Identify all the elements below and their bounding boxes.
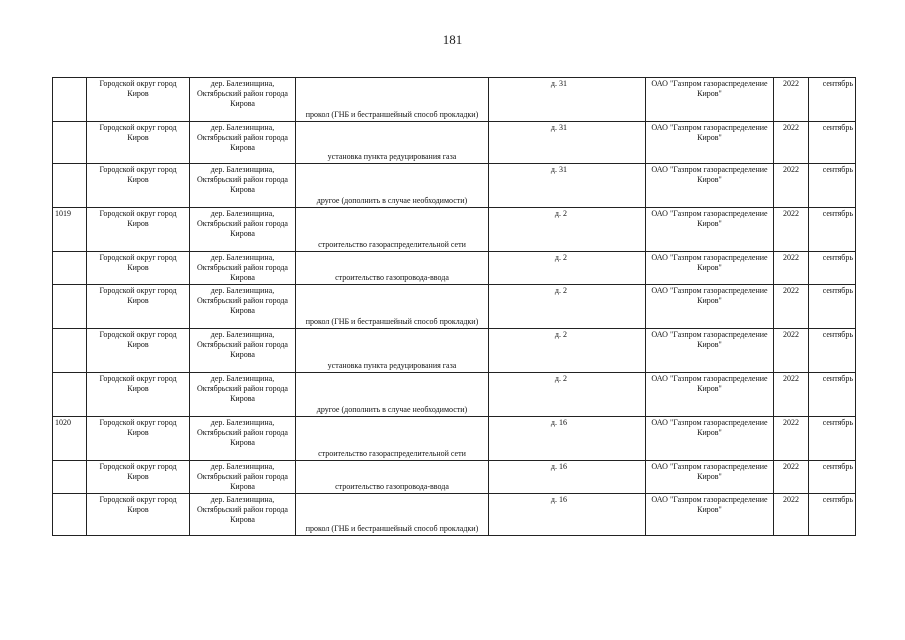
location-cell: дер. Балезинщина, Октябрьский район города Кирова: [190, 252, 296, 285]
work-type-cell: [296, 329, 489, 373]
work-type-cell: [296, 122, 489, 164]
district-cell: Городской округ город Киров: [87, 373, 190, 417]
district-cell: Городской округ город Киров: [87, 122, 190, 164]
month-cell: сентябрь: [809, 78, 856, 122]
year-cell: 2022: [774, 461, 809, 494]
house-cell: д. 2: [489, 285, 646, 329]
table-row: [53, 208, 856, 252]
page-number: 181: [442, 32, 463, 47]
row-number: [53, 329, 87, 373]
organization-cell: ОАО "Газпром газораспределение Киров": [646, 122, 774, 164]
location-cell: дер. Балезинщина, Октябрьский район города Кирова: [190, 164, 296, 208]
organization-cell: ОАО "Газпром газораспределение Киров": [646, 78, 774, 122]
row-number: 1020: [53, 417, 87, 461]
location-cell: дер. Балезинщина, Октябрьский район города Кирова: [190, 122, 296, 164]
house-cell: д. 16: [489, 417, 646, 461]
table-row: [53, 461, 856, 494]
work-type-cell: [296, 494, 489, 536]
row-number: [53, 285, 87, 329]
district-cell: Городской округ город Киров: [87, 252, 190, 285]
table-row: [53, 164, 856, 208]
district-cell: Городской округ город Киров: [87, 208, 190, 252]
location-cell: дер. Балезинщина, Октябрьский район города Кирова: [190, 329, 296, 373]
work-type-cell: [296, 461, 489, 494]
month-cell: сентябрь: [809, 417, 856, 461]
row-number: [53, 252, 87, 285]
organization-cell: ОАО "Газпром газораспределение Киров": [646, 252, 774, 285]
table-row: [53, 285, 856, 329]
year-cell: 2022: [774, 208, 809, 252]
table-row: [53, 329, 856, 373]
year-cell: 2022: [774, 252, 809, 285]
work-type-cell: [296, 417, 489, 461]
month-cell: сентябрь: [809, 208, 856, 252]
organization-cell: ОАО "Газпром газораспределение Киров": [646, 285, 774, 329]
work-type-text: прокол (ГНБ и бестраншейный способ прокладки): [305, 317, 479, 326]
month-cell: сентябрь: [809, 122, 856, 164]
organization-cell: ОАО "Газпром газораспределение Киров": [646, 417, 774, 461]
work-type-cell: [296, 78, 489, 122]
month-cell: сентябрь: [809, 461, 856, 494]
district-cell: Городской округ город Киров: [87, 285, 190, 329]
month-cell: сентябрь: [809, 164, 856, 208]
work-type-text: прокол (ГНБ и бестраншейный способ прокладки): [305, 110, 479, 119]
house-cell: д. 31: [489, 122, 646, 164]
house-cell: д. 2: [489, 208, 646, 252]
year-cell: 2022: [774, 164, 809, 208]
work-type-text: установка пункта редуцирования газа: [327, 361, 457, 370]
table-row: [53, 494, 856, 536]
month-cell: сентябрь: [809, 373, 856, 417]
organization-cell: ОАО "Газпром газораспределение Киров": [646, 329, 774, 373]
table-row: [53, 373, 856, 417]
row-number: [53, 461, 87, 494]
year-cell: 2022: [774, 494, 809, 536]
district-cell: Городской округ город Киров: [87, 329, 190, 373]
table-row: [53, 252, 856, 285]
organization-cell: ОАО "Газпром газораспределение Киров": [646, 164, 774, 208]
location-cell: дер. Балезинщина, Октябрьский район города Кирова: [190, 78, 296, 122]
work-type-cell: [296, 373, 489, 417]
work-type-text: установка пункта редуцирования газа: [327, 152, 457, 161]
row-number: [53, 373, 87, 417]
work-type-cell: [296, 285, 489, 329]
organization-cell: ОАО "Газпром газораспределение Киров": [646, 373, 774, 417]
year-cell: 2022: [774, 329, 809, 373]
work-type-cell: [296, 252, 489, 285]
year-cell: 2022: [774, 373, 809, 417]
month-cell: сентябрь: [809, 329, 856, 373]
district-cell: Городской округ город Киров: [87, 417, 190, 461]
organization-cell: ОАО "Газпром газораспределение Киров": [646, 208, 774, 252]
house-cell: д. 16: [489, 494, 646, 536]
year-cell: 2022: [774, 78, 809, 122]
month-cell: сентябрь: [809, 494, 856, 536]
house-cell: д. 16: [489, 461, 646, 494]
house-cell: д. 31: [489, 164, 646, 208]
house-cell: д. 2: [489, 373, 646, 417]
year-cell: 2022: [774, 417, 809, 461]
month-cell: сентябрь: [809, 252, 856, 285]
organization-cell: ОАО "Газпром газораспределение Киров": [646, 494, 774, 536]
district-cell: Городской округ город Киров: [87, 494, 190, 536]
location-cell: дер. Балезинщина, Октябрьский район города Кирова: [190, 285, 296, 329]
year-cell: 2022: [774, 285, 809, 329]
house-cell: д. 31: [489, 78, 646, 122]
house-cell: д. 2: [489, 252, 646, 285]
house-cell: д. 2: [489, 329, 646, 373]
work-type-text: строительство газораспределительной сети: [318, 449, 466, 458]
month-cell: сентябрь: [809, 285, 856, 329]
district-cell: Городской округ город Киров: [87, 461, 190, 494]
table-row: [53, 78, 856, 122]
row-number: [53, 494, 87, 536]
work-type-text: прокол (ГНБ и бестраншейный способ прокладки): [305, 524, 479, 533]
location-cell: дер. Балезинщина, Октябрьский район города Кирова: [190, 417, 296, 461]
row-number: [53, 78, 87, 122]
year-cell: 2022: [774, 122, 809, 164]
work-type-text: строительство газопровода-ввода: [335, 273, 449, 282]
work-type-text: строительство газопровода-ввода: [335, 482, 449, 491]
row-number: 1019: [53, 208, 87, 252]
district-cell: Городской округ город Киров: [87, 164, 190, 208]
works-table: [52, 77, 856, 536]
work-type-cell: [296, 164, 489, 208]
table-row: [53, 417, 856, 461]
table-row: [53, 122, 856, 164]
location-cell: дер. Балезинщина, Октябрьский район города Кирова: [190, 494, 296, 536]
location-cell: дер. Балезинщина, Октябрьский район города Кирова: [190, 461, 296, 494]
location-cell: дер. Балезинщина, Октябрьский район города Кирова: [190, 373, 296, 417]
row-number: [53, 164, 87, 208]
organization-cell: ОАО "Газпром газораспределение Киров": [646, 461, 774, 494]
work-type-cell: [296, 208, 489, 252]
district-cell: Городской округ город Киров: [87, 78, 190, 122]
work-type-text: другое (дополнить в случае необходимости): [316, 196, 468, 205]
row-number: [53, 122, 87, 164]
work-type-text: другое (дополнить в случае необходимости): [316, 405, 468, 414]
location-cell: дер. Балезинщина, Октябрьский район города Кирова: [190, 208, 296, 252]
work-type-text: строительство газораспределительной сети: [318, 240, 466, 249]
